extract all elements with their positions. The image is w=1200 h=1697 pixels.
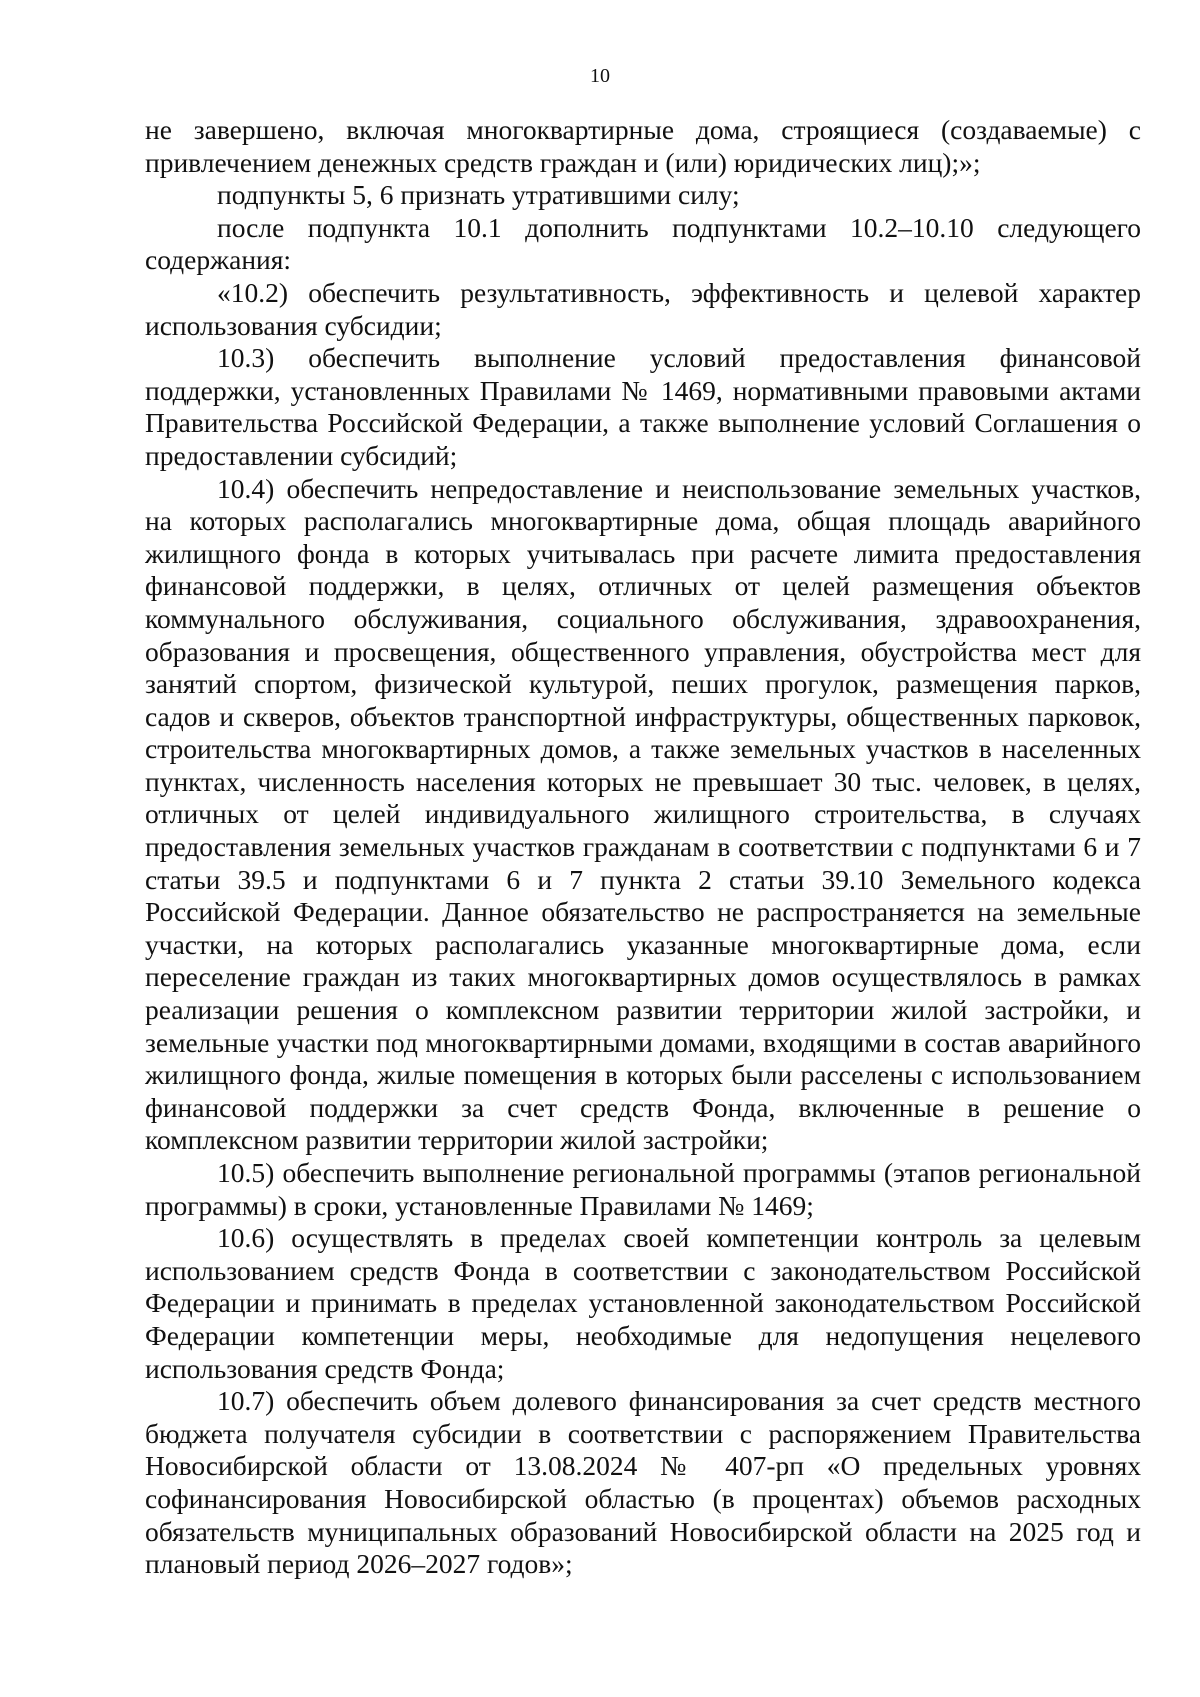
document-body [145,114,1141,1581]
paragraph-10-3: 10.3) обеспечить выполнение условий предоставления финансовой поддержки, установленных Правилами № 1469, нормативными правовыми актами Правительства Российской Федерации, а также выполнение условий Соглашения о предоставлении субсидий; [145,342,1141,471]
page-number: 10 [590,65,610,87]
paragraph-continuation: не завершено, включая многоквартирные дома, строящиеся (создаваемые) с привлечением денежных средств граждан и (или) юридических лиц);»; [145,114,1141,178]
paragraph-after-10-1: после подпункта 10.1 дополнить подпунктами 10.2–10.10 следующего содержания: [145,211,1141,276]
paragraph-10-5: 10.5) обеспечить выполнение региональной программы (этапов региональной программы) в сроки, установленные Правилами № 1469; [145,1157,1141,1221]
paragraph-10-7: 10.7) обеспечить объем долевого финансирования за счет средств местного бюджета получателя субсидии в соответствии с распоряжением Правительства Новосибирской области от 13.08.2024 № 407-рп «О предельных уровнях софинансирования Новосибирской областью (в процентах) объемов расходных обязательств муниципальных образований Новосибирской области на 2025 год и плановый период 2026–2027 годов»; [145,1385,1141,1580]
paragraph-10-4: 10.4) обеспечить непредоставление и неиспользование земельных участков, на которых располагались многоквартирные дома, общая площадь аварийного жилищного фонда в которых учитывалась при расчете лимита предоставления финансовой поддержки, в целях, отличных от целей размещения объектов коммунального обслуживания, социального обслуживания, здравоохранения, образования и просвещения, общественного управления, обустройства мест для занятий спортом, физической культурой, пеших прогулок, размещения парков, садов и скверов, объектов транспортной инфраструктуры, общественных парковок, строительства многоквартирных домов, а также земельных участков в населенных пунктах, численность населения которых не превышает 30 тыс. человек, в целях, отличных от целей индивидуального жилищного строительства, в случаях предоставления земельных участков гражданам в соответствии с подпунктами 6 и 7 статьи 39.5 и подпунктами 6 и 7 пункта 2 статьи 39.10 Земельного кодекса Российской Федерации. Данное обязательство не распространяется на земельные участки, на которых располагались указанные многоквартирные дома, если переселение граждан из таких многоквартирных домов осуществлялось в рамках реализации решения о комплексном развитии территории жилой застройки, и земельные участки под многоквартирными домами, входящими в состав аварийного жилищного фонда, жилые помещения в которых были расселены с использованием финансовой поддержки за счет средств Фонда, включенные в решение о комплексном развитии территории жилой застройки; [145,472,1141,1156]
paragraph-10-2: «10.2) обеспечить результативность, эффективность и целевой характер использования субсидии; [145,276,1141,341]
paragraph-subitems-5-6: подпункты 5, 6 признать утратившими силу; [217,179,740,211]
paragraph-10-6: 10.6) осуществлять в пределах своей компетенции контроль за целевым использованием средств Фонда в соответствии с законодательством Российской Федерации и принимать в пределах установленной законодательством Российской Федерации компетенции меры, необходимые для недопущения нецелевого использования средств Фонда; [145,1222,1141,1384]
